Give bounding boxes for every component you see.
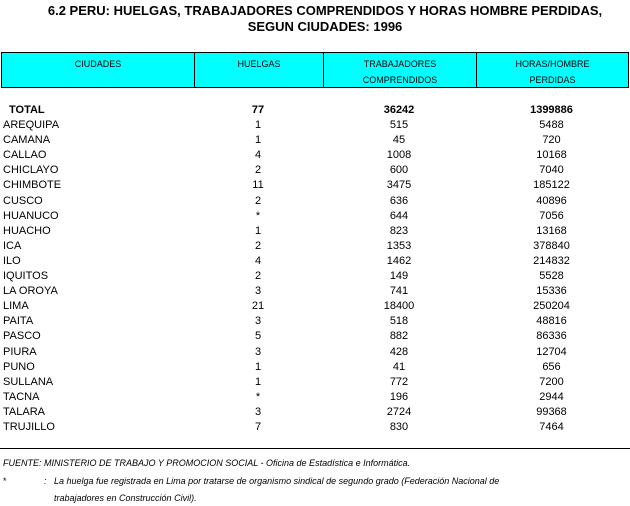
- trabajadores-cell: 196: [389, 390, 409, 403]
- huelgas-cell: *: [255, 390, 261, 403]
- trabajadores-cell: 41: [392, 360, 406, 373]
- huelgas-cell: 5: [254, 330, 262, 343]
- trabajadores-cell: 823: [389, 224, 409, 237]
- city-cell: PUNO: [3, 360, 35, 373]
- huelgas-cell: 2: [254, 270, 262, 282]
- city-cell: PASCO: [3, 330, 41, 343]
- huelgas-cell: 7: [254, 421, 262, 433]
- horas-cell: 185122: [533, 179, 570, 192]
- table-row: [0, 375, 630, 390]
- trabajadores-cell: 3475: [386, 179, 412, 192]
- city-cell: ILO: [3, 254, 21, 267]
- huelgas-cell: 4: [254, 149, 262, 162]
- trabajadores-cell: 1462: [386, 254, 412, 267]
- footnote-line1: La huelga fue registrada en Lima por tratarse de organismo sindical de segundo grado (Federación Nacional de: [54, 476, 500, 486]
- city-cell: CHIMBOTE: [3, 179, 62, 192]
- table-row: [0, 329, 630, 344]
- total-huelgas: 77: [251, 104, 265, 116]
- horas-cell: 5488: [539, 119, 564, 131]
- horas-cell: 656: [542, 360, 561, 373]
- table-row: [0, 420, 630, 435]
- city-cell: LIMA: [3, 300, 29, 313]
- horas-cell: 86336: [536, 330, 567, 343]
- trabajadores-cell: 1353: [386, 239, 412, 252]
- table-row: [0, 314, 630, 329]
- trabajadores-cell: 45: [392, 134, 406, 147]
- total-label: TOTAL: [9, 104, 45, 116]
- city-cell: TALARA: [3, 405, 45, 418]
- trabajadores-cell: 515: [389, 119, 409, 131]
- horas-cell: 250204: [533, 300, 570, 313]
- header-ciudades: CIUDADES: [74, 59, 122, 69]
- huelgas-cell: 1: [254, 375, 262, 388]
- trabajadores-cell: 830: [389, 421, 409, 433]
- table-row: [0, 405, 630, 420]
- horas-cell: 15336: [536, 285, 567, 298]
- huelgas-cell: 1: [254, 119, 262, 131]
- trabajadores-cell: 149: [389, 270, 409, 282]
- footnote-line2: trabajadores en Construcción Civil).: [54, 493, 197, 503]
- table-row: [0, 194, 630, 209]
- header-horas-line1: HORAS/HOMBRE: [515, 59, 590, 69]
- table-row: [0, 390, 630, 405]
- city-cell: TRUJILLO: [3, 421, 55, 433]
- trabajadores-cell: 1008: [386, 149, 412, 162]
- huelgas-cell: 3: [254, 405, 262, 418]
- table-row: [0, 299, 630, 314]
- horas-cell: 10168: [536, 149, 567, 162]
- city-cell: HUANUCO: [3, 209, 59, 222]
- city-cell: ICA: [3, 239, 22, 252]
- footnote-colon: :: [44, 476, 47, 486]
- header-trabajadores: [324, 53, 476, 87]
- table-row: [0, 224, 630, 239]
- city-cell: HUACHO: [3, 224, 51, 237]
- city-cell: CUSCO: [3, 194, 43, 207]
- huelgas-cell: 1: [254, 360, 262, 373]
- horas-cell: 2944: [539, 390, 564, 403]
- trabajadores-cell: 772: [389, 375, 409, 388]
- city-cell: CALLAO: [3, 149, 47, 162]
- trabajadores-cell: 644: [389, 209, 409, 222]
- trabajadores-cell: 518: [389, 315, 409, 328]
- horas-cell: 12704: [536, 345, 567, 358]
- table-row: [0, 284, 630, 299]
- table-row: [0, 118, 630, 133]
- footnote-asterisk: *: [3, 476, 7, 486]
- horas-cell: 7200: [539, 375, 564, 388]
- huelgas-cell: 3: [254, 315, 262, 328]
- table-row: [0, 133, 630, 148]
- table-row: [0, 178, 630, 193]
- horas-cell: 214832: [533, 254, 570, 267]
- table-title-line2: SEGUN CIUDADES: 1996: [247, 19, 403, 34]
- huelgas-cell: 3: [254, 345, 262, 358]
- trabajadores-cell: 428: [389, 345, 409, 358]
- source-note: FUENTE: MINISTERIO DE TRABAJO Y PROMOCION SOCIAL - Oficina de Estadística e Informática.: [3, 458, 411, 468]
- table-row: [0, 254, 630, 269]
- horas-cell: 40896: [536, 194, 567, 207]
- table-row: [0, 360, 630, 375]
- city-cell: CHICLAYO: [3, 164, 59, 177]
- huelgas-cell: 3: [254, 285, 262, 298]
- horas-cell: 7056: [539, 209, 564, 222]
- huelgas-cell: 21: [251, 300, 265, 313]
- huelgas-cell: 2: [254, 164, 262, 177]
- total-trabajadores: 36242: [383, 104, 415, 116]
- header-huelgas: HUELGAS: [237, 59, 281, 69]
- horas-cell: 99368: [536, 405, 567, 418]
- city-cell: TACNA: [3, 390, 40, 403]
- trabajadores-cell: 882: [389, 330, 409, 343]
- table-row: [0, 209, 630, 224]
- huelgas-cell: 1: [254, 224, 262, 237]
- city-cell: PAITA: [3, 315, 34, 328]
- city-cell: LA OROYA: [3, 285, 58, 298]
- horas-cell: 5528: [539, 270, 564, 282]
- horas-cell: 720: [542, 134, 561, 147]
- trabajadores-cell: 741: [389, 285, 409, 298]
- city-cell: CAMANA: [3, 134, 51, 147]
- table-row: [0, 148, 630, 163]
- table-row: [0, 345, 630, 360]
- table-row: [0, 269, 630, 284]
- total-horas: 1399886: [530, 104, 573, 116]
- horas-cell: 13168: [536, 224, 567, 237]
- header-trabajadores-line2: COMPRENDIDOS: [362, 75, 438, 85]
- huelgas-cell: 1: [254, 134, 262, 147]
- city-cell: PIURA: [3, 345, 37, 358]
- trabajadores-cell: 18400: [383, 300, 415, 313]
- huelgas-cell: *: [255, 209, 261, 222]
- horas-cell: 7464: [539, 421, 564, 433]
- city-cell: IQUITOS: [3, 270, 49, 282]
- trabajadores-cell: 2724: [386, 405, 412, 418]
- table-title-line1: 6.2 PERU: HUELGAS, TRABAJADORES COMPRENDIDOS Y HORAS HOMBRE PERDIDAS,: [47, 3, 603, 18]
- total-row: [0, 103, 630, 118]
- trabajadores-cell: 600: [389, 164, 409, 177]
- huelgas-cell: 2: [254, 239, 262, 252]
- city-cell: AREQUIPA: [3, 119, 60, 131]
- table-row: [0, 163, 630, 178]
- header-horas-line2: PERDIDAS: [529, 75, 576, 85]
- table-bottom-rule: [0, 448, 630, 449]
- header-trabajadores-line1: TRABAJADORES: [363, 59, 437, 69]
- horas-cell: 378840: [533, 239, 570, 252]
- trabajadores-cell: 636: [389, 194, 409, 207]
- horas-cell: 48816: [536, 315, 567, 328]
- huelgas-cell: 4: [254, 254, 262, 267]
- table-header: [1, 52, 629, 88]
- city-cell: SULLANA: [3, 375, 54, 388]
- huelgas-cell: 2: [254, 194, 262, 207]
- header-horas: [477, 53, 628, 87]
- huelgas-cell: 11: [252, 179, 264, 192]
- table-row: [0, 239, 630, 254]
- horas-cell: 7040: [539, 164, 564, 177]
